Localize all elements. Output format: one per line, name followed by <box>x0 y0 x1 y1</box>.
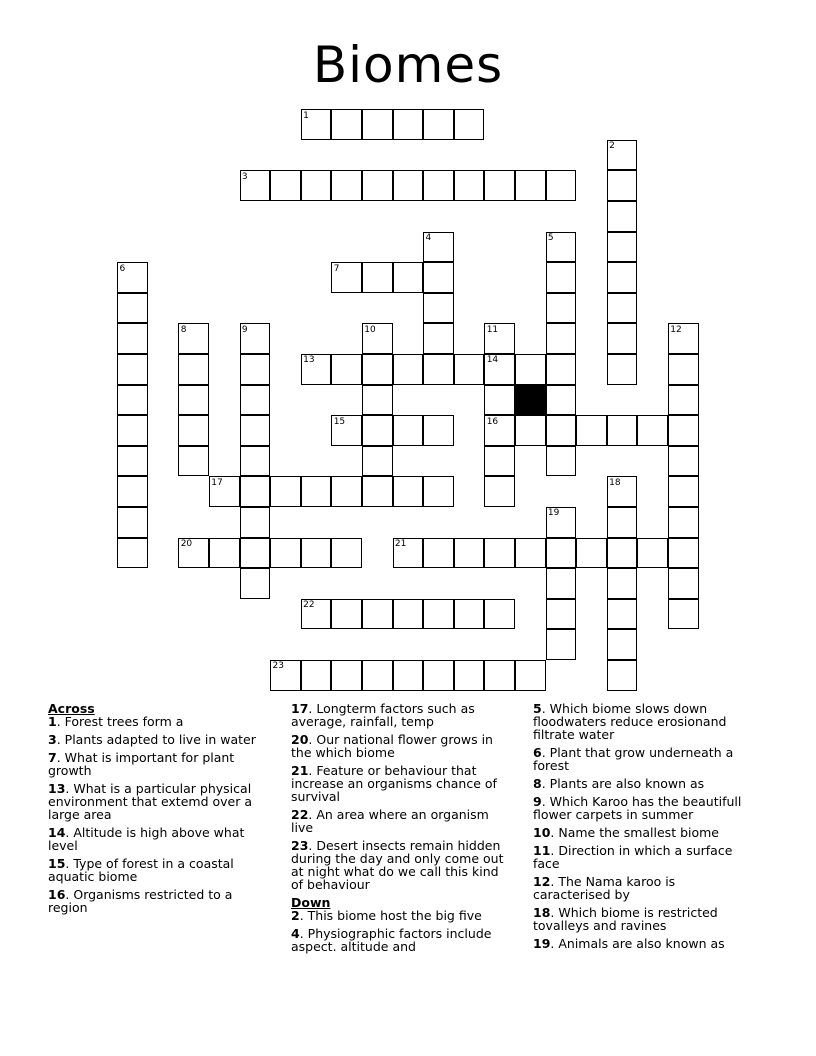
grid-cell[interactable] <box>546 293 577 324</box>
grid-cell[interactable] <box>362 476 393 507</box>
grid-cell[interactable] <box>423 109 454 140</box>
cell-number: 14 <box>486 355 499 366</box>
grid-cell[interactable] <box>484 660 515 691</box>
grid-cell[interactable] <box>607 293 638 324</box>
grid-cell[interactable] <box>423 415 454 446</box>
clue-text: Forest trees form a <box>64 714 184 729</box>
grid-cell[interactable] <box>515 538 546 569</box>
grid-cell[interactable] <box>546 415 577 446</box>
grid-cell[interactable] <box>331 354 362 385</box>
grid-cell[interactable] <box>209 538 240 569</box>
clue-text: Longterm factors such as average, rainfall, temp <box>291 701 475 729</box>
clue-number: 5 <box>533 701 542 716</box>
grid-cell[interactable] <box>607 232 638 263</box>
clue-item: 14. Altitude is high above what level <box>48 825 245 853</box>
cell-number: 10 <box>364 324 376 335</box>
clue-item: 23. Desert insects remain hidden during the day and only come out at night what do we call this kind of behaviour <box>291 838 504 892</box>
grid-cell[interactable] <box>178 354 209 385</box>
clue-item: 20. Our national flower grows in the which biome <box>291 732 493 760</box>
cell-number: 9 <box>241 324 248 335</box>
clue-text: Physiographic factors include aspect. altitude and <box>291 926 492 954</box>
grid-cell[interactable] <box>178 385 209 416</box>
clue-item: 13. What is a particular physical environment that extemd over a large area <box>48 781 252 822</box>
clues-column-2 <box>291 702 513 958</box>
grid-cell[interactable] <box>301 170 332 201</box>
grid-cell[interactable] <box>484 538 515 569</box>
grid-cell[interactable] <box>423 538 454 569</box>
grid-cell[interactable] <box>668 476 699 507</box>
grid-cell[interactable] <box>546 446 577 477</box>
clue-number: 3 <box>48 732 57 747</box>
grid-cell[interactable] <box>454 354 485 385</box>
grid-cell[interactable] <box>668 385 699 416</box>
grid-cell[interactable] <box>331 599 362 630</box>
grid-cell[interactable] <box>607 323 638 354</box>
grid-cell[interactable] <box>423 170 454 201</box>
grid-cell[interactable] <box>331 476 362 507</box>
cell-number: 8 <box>180 324 187 335</box>
grid-cell[interactable] <box>301 476 332 507</box>
clue-item: 5. Which biome slows down floodwaters reduce erosionand filtrate water <box>533 701 727 742</box>
clue-item: 2. This biome host the big five <box>291 908 482 923</box>
clue-text: The Nama karoo is caracterised by <box>533 874 676 902</box>
clue-item: 7. What is important for plant growth <box>48 750 235 778</box>
down-heading: Down <box>291 895 331 910</box>
grid-cell[interactable] <box>484 385 515 416</box>
grid-cell[interactable] <box>178 415 209 446</box>
grid-cell[interactable] <box>607 538 638 569</box>
cell-number: 2 <box>609 141 615 152</box>
grid-cell[interactable] <box>515 415 546 446</box>
grid-cell[interactable] <box>240 507 271 538</box>
grid-cell[interactable] <box>668 507 699 538</box>
clue-text: Which Karoo has the beautifull flower carpets in summer <box>533 794 742 822</box>
cell-number: 18 <box>609 477 621 488</box>
cell-number: 11 <box>486 324 499 335</box>
clue-number: 18 <box>533 905 551 920</box>
clue-text: Name the smallest biome <box>558 825 719 840</box>
grid-cell[interactable] <box>423 323 454 354</box>
clue-text: Plants adapted to live in water <box>64 732 256 747</box>
cell-number: 21 <box>394 538 407 549</box>
clue-number: 12 <box>533 874 551 889</box>
cell-number: 19 <box>547 508 560 519</box>
grid-cell[interactable] <box>607 354 638 385</box>
grid-cell[interactable] <box>484 476 515 507</box>
clue-item: 17. Longterm factors such as average, rainfall, temp <box>291 701 475 729</box>
grid-cell[interactable] <box>393 660 424 691</box>
clue-number: 7 <box>48 750 57 765</box>
grid-cell[interactable] <box>393 262 424 293</box>
grid-cell[interactable] <box>393 354 424 385</box>
grid-cell[interactable] <box>393 415 424 446</box>
clue-text: Which biome is restricted tovalleys and ravines <box>533 905 718 933</box>
grid-cell[interactable] <box>362 385 393 416</box>
clue-text: An area where an organism live <box>291 807 489 835</box>
grid-cell[interactable] <box>362 660 393 691</box>
clue-item: 6. Plant that grow underneath a forest <box>533 745 734 773</box>
grid-cell[interactable] <box>515 354 546 385</box>
clue-number: 14 <box>48 825 66 840</box>
clue-number: 16 <box>48 887 66 902</box>
cell-number: 23 <box>272 661 284 672</box>
grid-cell[interactable] <box>362 599 393 630</box>
grid-cell[interactable] <box>117 385 148 416</box>
clue-text: Feature or behaviour that increase an organisms chance of survival <box>291 763 497 804</box>
clue-number: 4 <box>291 926 300 941</box>
grid-cell[interactable] <box>362 109 393 140</box>
cell-number: 17 <box>211 477 223 488</box>
grid-cell[interactable] <box>637 538 668 569</box>
grid-cell[interactable] <box>331 660 362 691</box>
grid-cell[interactable] <box>454 170 485 201</box>
grid-cell[interactable] <box>546 538 577 569</box>
clue-text: What is important for plant growth <box>48 750 235 778</box>
cell-number: 1 <box>303 110 309 121</box>
grid-cell[interactable] <box>546 568 577 599</box>
clue-item: 3. Plants adapted to live in water <box>48 732 256 747</box>
clue-number: 22 <box>291 807 309 822</box>
grid-cell[interactable] <box>240 415 271 446</box>
cell-number: 12 <box>670 324 682 335</box>
clue-text: Animals are also known as <box>558 936 725 951</box>
clue-item: 9. Which Karoo has the beautifull flower carpets in summer <box>533 794 742 822</box>
grid-cell[interactable] <box>546 385 577 416</box>
cell-number: 22 <box>303 600 315 611</box>
clue-text: Organisms restricted to a region <box>48 887 233 915</box>
grid-cell[interactable] <box>546 323 577 354</box>
clue-item: 18. Which biome is restricted tovalleys and ravines <box>533 905 718 933</box>
clue-item: 19. Animals are also known as <box>533 936 725 951</box>
grid-cell[interactable] <box>668 538 699 569</box>
grid-cell[interactable] <box>240 568 271 599</box>
grid-cell[interactable] <box>117 538 148 569</box>
grid-cell[interactable] <box>607 170 638 201</box>
clue-text: Our national flower grows in the which biome <box>291 732 493 760</box>
grid-cell[interactable] <box>607 568 638 599</box>
grid-cell[interactable] <box>607 629 638 660</box>
grid-cell[interactable] <box>270 538 301 569</box>
clues-column-3 <box>533 702 755 955</box>
grid-cell[interactable] <box>117 354 148 385</box>
cell-number: 3 <box>241 171 248 182</box>
clue-item: 21. Feature or behaviour that increase an organisms chance of survival <box>291 763 497 804</box>
clue-text: Which biome slows down floodwaters reduce erosionand filtrate water <box>533 701 727 742</box>
cell-number: 16 <box>486 416 499 427</box>
grid-cell[interactable] <box>240 538 271 569</box>
grid-cell[interactable] <box>423 262 454 293</box>
grid-cell[interactable] <box>576 415 607 446</box>
grid-cell[interactable] <box>515 660 546 691</box>
clue-number: 8 <box>533 776 542 791</box>
clue-number: 10 <box>533 825 551 840</box>
cell-number: 4 <box>425 232 432 243</box>
grid-cell[interactable] <box>668 354 699 385</box>
grid-cell[interactable] <box>362 446 393 477</box>
grid-cell[interactable] <box>362 262 393 293</box>
grid-cell[interactable] <box>331 170 362 201</box>
grid-cell[interactable] <box>668 599 699 630</box>
clue-number: 19 <box>533 936 551 951</box>
grid-cell[interactable] <box>331 109 362 140</box>
grid-cell[interactable] <box>240 385 271 416</box>
black-square <box>515 385 546 416</box>
cell-number: 20 <box>180 538 193 549</box>
clue-text: Plants are also known as <box>549 776 705 791</box>
grid-cell[interactable] <box>607 201 638 232</box>
grid-cell[interactable] <box>423 476 454 507</box>
clue-text: Plant that grow underneath a forest <box>533 745 734 773</box>
clue-number: 11 <box>533 843 551 858</box>
clue-item: 11. Direction in which a surface face <box>533 843 733 871</box>
clue-item: 16. Organisms restricted to a region <box>48 887 233 915</box>
clue-text: Direction in which a surface face <box>533 843 733 871</box>
grid-cell[interactable] <box>117 293 148 324</box>
clue-item: 10. Name the smallest biome <box>533 825 719 840</box>
grid-cell[interactable] <box>301 538 332 569</box>
grid-cell[interactable] <box>240 446 271 477</box>
grid-cell[interactable] <box>668 446 699 477</box>
grid-cell[interactable] <box>484 446 515 477</box>
grid-cell[interactable] <box>607 415 638 446</box>
grid-cell[interactable] <box>423 660 454 691</box>
clue-number: 6 <box>533 745 542 760</box>
grid-cell[interactable] <box>454 538 485 569</box>
clue-number: 1 <box>48 714 57 729</box>
grid-cell[interactable] <box>117 415 148 446</box>
clue-number: 9 <box>533 794 542 809</box>
grid-cell[interactable] <box>637 415 668 446</box>
grid-cell[interactable] <box>576 538 607 569</box>
clue-text: This biome host the big five <box>307 908 482 923</box>
grid-cell[interactable] <box>546 629 577 660</box>
clue-item: 15. Type of forest in a coastal aquatic biome <box>48 856 234 884</box>
grid-cell[interactable] <box>393 476 424 507</box>
grid-cell[interactable] <box>546 170 577 201</box>
clue-number: 2 <box>291 908 300 923</box>
grid-cell[interactable] <box>178 446 209 477</box>
grid-cell[interactable] <box>668 568 699 599</box>
grid-cell[interactable] <box>117 476 148 507</box>
grid-cell[interactable] <box>393 109 424 140</box>
grid-cell[interactable] <box>484 599 515 630</box>
grid-cell[interactable] <box>393 599 424 630</box>
clue-text: Desert insects remain hidden during the day and only come out at night what do we call this kind of behaviour <box>291 838 504 892</box>
grid-cell[interactable] <box>393 170 424 201</box>
clue-number: 15 <box>48 856 66 871</box>
clue-text: Type of forest in a coastal aquatic biome <box>48 856 234 884</box>
grid-cell[interactable] <box>546 354 577 385</box>
clue-number: 20 <box>291 732 309 747</box>
cell-number: 5 <box>547 232 554 243</box>
grid-cell[interactable] <box>331 538 362 569</box>
grid-cell[interactable] <box>454 599 485 630</box>
clue-item: 8. Plants are also known as <box>533 776 705 791</box>
clues-column-1 <box>48 702 270 919</box>
grid-cell[interactable] <box>423 599 454 630</box>
clue-text: Altitude is high above what level <box>48 825 245 853</box>
grid-cell[interactable] <box>240 476 271 507</box>
grid-cell[interactable] <box>117 446 148 477</box>
grid-cell[interactable] <box>607 599 638 630</box>
across-heading: Across <box>48 701 95 716</box>
grid-cell[interactable] <box>362 170 393 201</box>
grid-cell[interactable] <box>607 507 638 538</box>
grid-cell[interactable] <box>607 660 638 691</box>
grid-cell[interactable] <box>454 660 485 691</box>
cell-number: 13 <box>303 355 315 366</box>
clue-item: 22. An area where an organism live <box>291 807 489 835</box>
grid-cell[interactable] <box>668 415 699 446</box>
cell-number: 15 <box>333 416 346 427</box>
puzzle-title: Biomes <box>312 36 504 94</box>
clue-number: 13 <box>48 781 66 796</box>
clue-number: 21 <box>291 763 309 778</box>
clue-item: 12. The Nama karoo is caracterised by <box>533 874 676 902</box>
clue-number: 17 <box>291 701 309 716</box>
grid-cell[interactable] <box>454 109 485 140</box>
grid-cell[interactable] <box>607 262 638 293</box>
grid-cell[interactable] <box>546 599 577 630</box>
grid-cell[interactable] <box>240 354 271 385</box>
grid-cell[interactable] <box>117 507 148 538</box>
grid-cell[interactable] <box>546 262 577 293</box>
grid-cell[interactable] <box>270 170 301 201</box>
clue-item: 4. Physiographic factors include aspect. altitude and <box>291 926 492 954</box>
clue-item: 1. Forest trees form a <box>48 714 184 729</box>
clue-number: 23 <box>291 838 309 853</box>
grid-cell[interactable] <box>423 354 454 385</box>
clue-text: What is a particular physical environment that extemd over a large area <box>48 781 252 822</box>
cell-number: 7 <box>333 263 340 274</box>
grid-cell[interactable] <box>117 323 148 354</box>
cell-number: 6 <box>119 263 126 274</box>
grid-cell[interactable] <box>362 415 393 446</box>
grid-cell[interactable] <box>270 476 301 507</box>
grid-cell[interactable] <box>362 354 393 385</box>
grid-cell[interactable] <box>484 170 515 201</box>
grid-cell[interactable] <box>301 660 332 691</box>
grid-cell[interactable] <box>423 293 454 324</box>
grid-cell[interactable] <box>515 170 546 201</box>
